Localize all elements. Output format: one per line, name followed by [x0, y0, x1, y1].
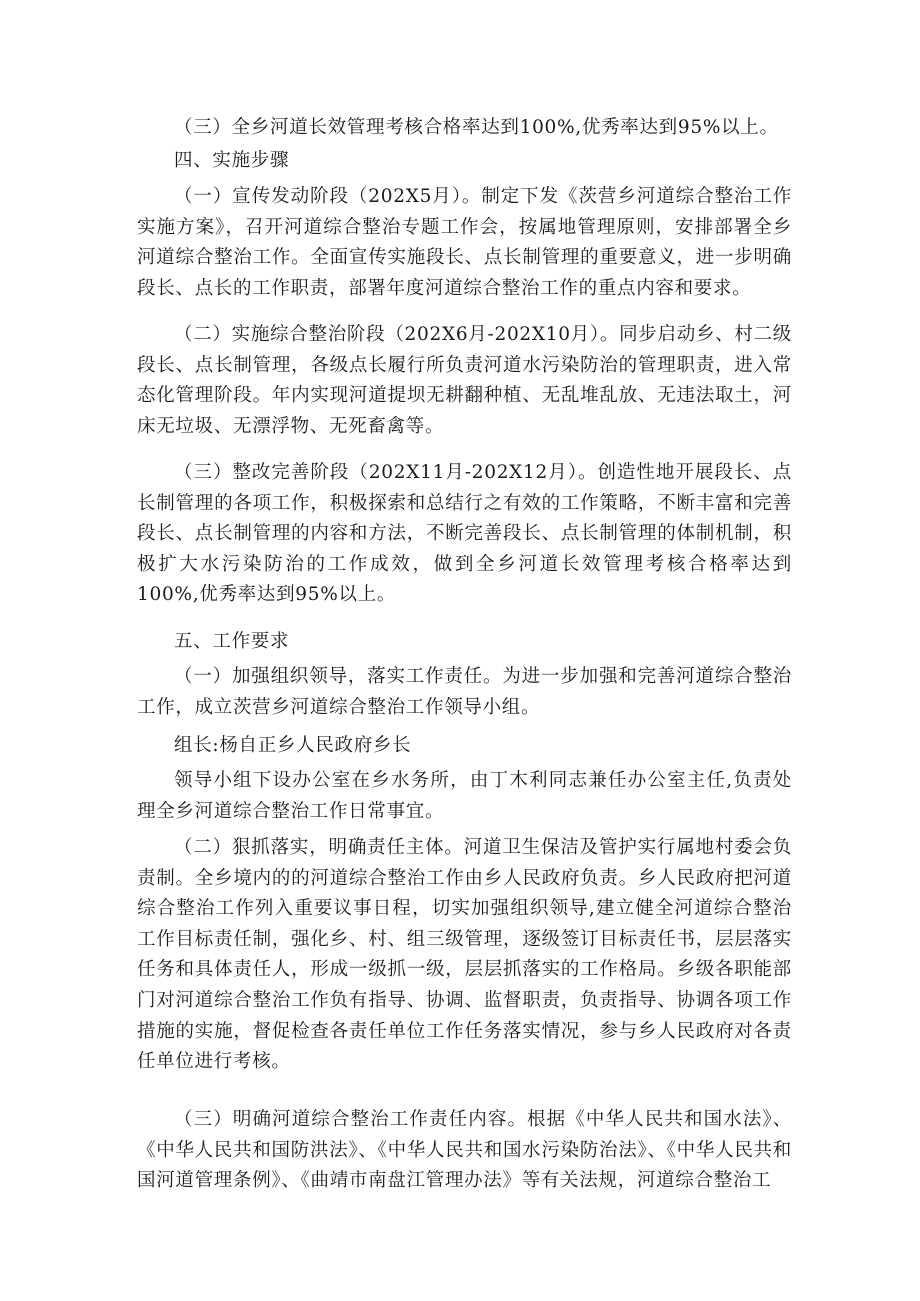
- paragraph-step-publicity: （一）宣传发动阶段（202X5月）。制定下发《茨营乡河道综合整治工作实施方案》，召开河道综合整治专题工作会，按属地管理原则，安排部署全乡河道综合整治工作。全面宣传实施段长、点长制管理的重要意义，进一步明确段长、点长的工作职责，部署年度河道综合整治工作的重点内容和要求。: [137, 186, 792, 299]
- section-heading-implementation-steps: 四、实施步骤: [174, 150, 290, 171]
- paragraph-responsibility-content: （三）明确河道综合整治工作责任内容。根据《中华人民共和国水法》、《中华人民共和国防洪法》、《中华人民共和国水污染防治法》、《中华人民共和国河道管理条例》、《曲靖市南盘江管理办法》等有关法规，河道综合整治工: [137, 1109, 792, 1192]
- paragraph-office: 领导小组下设办公室在乡水务所，由丁木利同志兼任办公室主任,负责处理全乡河道综合整治工作日常事宜。: [137, 770, 792, 822]
- paragraph-responsibility: （二）狠抓落实，明确责任主体。河道卫生保洁及管护实行属地村委会负责制。全乡境内的的河道综合整治工作由乡人民政府负责。乡人民政府把河道综合整治工作列入重要议事日程，切实加强组织领导,建立健全河道综合整治工作目标责任制，强化乡、村、组三级管理，逐级签订目标责任书，层层落实任务和具体责任人，形成一级抓一级，层层抓落实的工作格局。乡级各职能部门对河道综合整治工作负有指导、协调、监督职责，负责指导、协调各项工作措施的实施，督促检查各责任单位工作任务落实情况，参与乡人民政府对各责任单位进行考核。: [137, 837, 792, 1073]
- paragraph-step-improvement: （三）整改完善阶段（202X11月-202X12月）。创造性地开展段长、点长制管理的各项工作，积极探索和总结行之有效的工作策略，不断丰富和完善段长、点长制管理的内容和方法，不断完善段长、点长制管理的体制机制，积极扩大水污染防治的工作成效，做到全乡河道长效管理考核合格率达到100%,优秀率达到95%以上。: [137, 462, 792, 606]
- paragraph-step-rectification: （二）实施综合整治阶段（202X6月-202X10月）。同步启动乡、村二级段长、点长制管理，各级点长履行所负责河道水污染防治的管理职责，进入常态化管理阶段。年内实现河道提坝无耕翻种植、无乱堆乱放、无违法取土，河床无垃圾、无漂浮物、无死畜禽等。: [137, 324, 792, 437]
- section-heading-work-requirements: 五、工作要求: [174, 631, 290, 652]
- paragraph-group-leader: 组长:杨自正乡人民政府乡长: [174, 735, 412, 756]
- paragraph-target-rate: （三）全乡河道长效管理考核合格率达到100%,优秀率达到95%以上。: [174, 117, 779, 138]
- paragraph-leadership: （一）加强组织领导，落实工作责任。为进一步加强和完善河道综合整治工作，成立茨营乡河道综合整治工作领导小组。: [137, 666, 792, 718]
